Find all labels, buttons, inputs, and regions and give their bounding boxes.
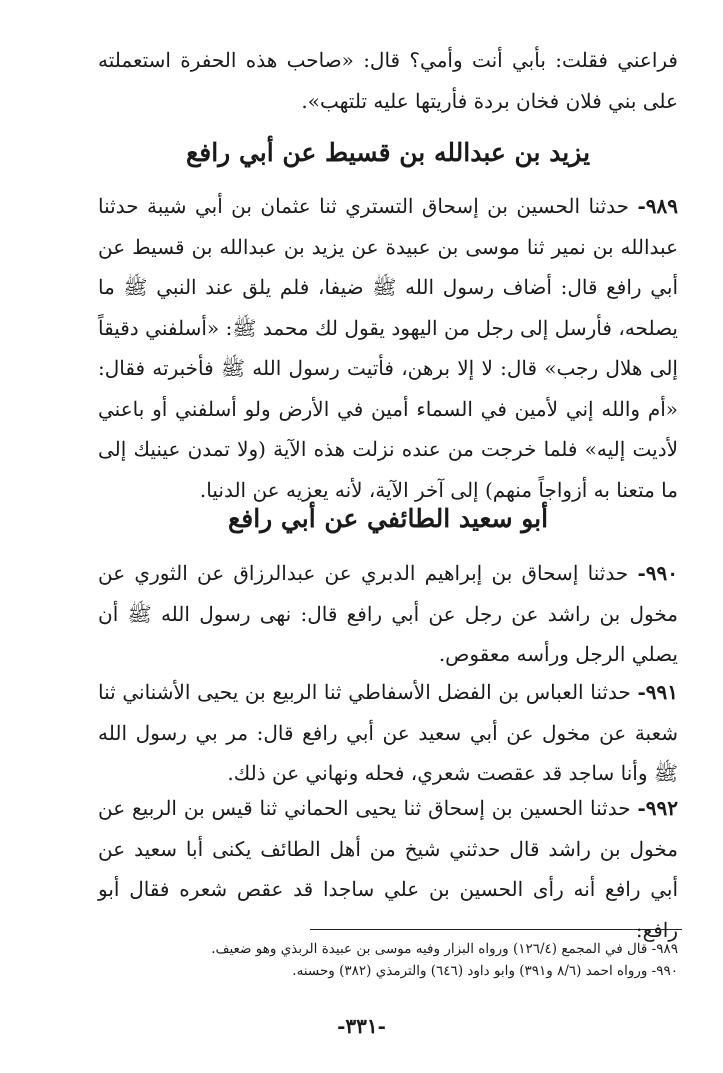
section-heading-abu-said: أبو سعيد الطائفي عن أبي رافع xyxy=(227,504,549,533)
hadith-text: حدثنا الحسين بن إسحاق التستري ثنا عثمان بن أبي شيبة حدثنا عبدالله بن نمير ثنا موسى بن عبيدة عن يزيد بن عبدالله بن قسيط عن أبي رافع قال: أضاف رسول الله ﷺ ضيفا، فلم يلق عند النبي ﷺ ما يصلحه، فأرسل إلى رجل من اليهود يقول لك محمد ﷺ: «أسلفني دقيقاً إلى هلال رجب» قال: لا إلا برهن، فأتيت رسول الله ﷺ فأخبرته فقال: «أم والله إني لأمين في السماء أمين في الأرض ولو أسلفني أو باعني لأديت إليه» فلما خرجت من عنده نزلت هذه الآية (ولا تمدن عينيك إلى ما متعنا به أزواجاً منهم) إلى آخر الآية، لأنه يعزيه عن الدنيا. xyxy=(98,194,678,502)
section-heading-yazid: يزيد بن عبدالله بن قسيط عن أبي رافع xyxy=(185,138,591,167)
hadith-992 xyxy=(98,788,678,950)
hadith-991 xyxy=(98,672,678,794)
hadith-number: ٩٩١- xyxy=(637,680,679,704)
footnotes xyxy=(98,938,678,982)
footnote-989: ٩٨٩- قال في المجمع (١٢٦/٤) ورواه البزار وفيه موسى بن عبيدة الربذي وهو ضعيف. xyxy=(211,941,678,957)
footnote-990: ٩٩٠- ورواه احمد (٨/٦ و٣٩١) وابو داود (٦٤٦) والترمذي (٣٨٢) وحسنه. xyxy=(292,963,678,979)
hadith-text: حدثنا العباس بن الفضل الأسفاطي ثنا الربيع بن يحيى الأشناني ثنا شعبة عن مخول عن أبي سعيد عن أبي رافع قال: مر بي رسول الله ﷺ وأنا ساجد قد عقصت شعري، فحله ونهاني عن ذلك. xyxy=(98,680,678,785)
hadith-text: حدثنا إسحاق بن إبراهيم الدبري عن عبدالرزاق عن الثوري عن مخول بن راشد عن رجل عن أبي رافع قال: نهى رسول الله ﷺ أن يصلي الرجل ورأسه معقوص. xyxy=(98,561,678,666)
hadith-number: ٩٨٩- xyxy=(637,194,679,218)
hadith-number: ٩٩٢- xyxy=(637,796,679,820)
hadith-number: ٩٩٠- xyxy=(637,561,678,585)
page-number: -٣٣١- xyxy=(337,1014,386,1038)
hadith-989 xyxy=(98,186,678,510)
intro-paragraph xyxy=(98,40,678,121)
hadith-text: حدثنا الحسين بن إسحاق ثنا يحيى الحماني ثنا قيس بن الربيع عن مخول بن راشد قال حدثني شيخ من أهل الطائف يكنى أبا سعيد عن أبي رافع أنه رأى الحسين بن علي ساجدا قد عقص شعره فقال أبو رافع: xyxy=(98,796,678,942)
intro-text: فراعني فقلت: بأبي أنت وأمي؟ قال: «صاحب هذه الحفرة استعملته على بني فلان فخان بردة فأريتها عليه تلتهب». xyxy=(98,48,678,113)
hadith-990 xyxy=(98,553,678,675)
footnote-divider xyxy=(310,929,682,930)
